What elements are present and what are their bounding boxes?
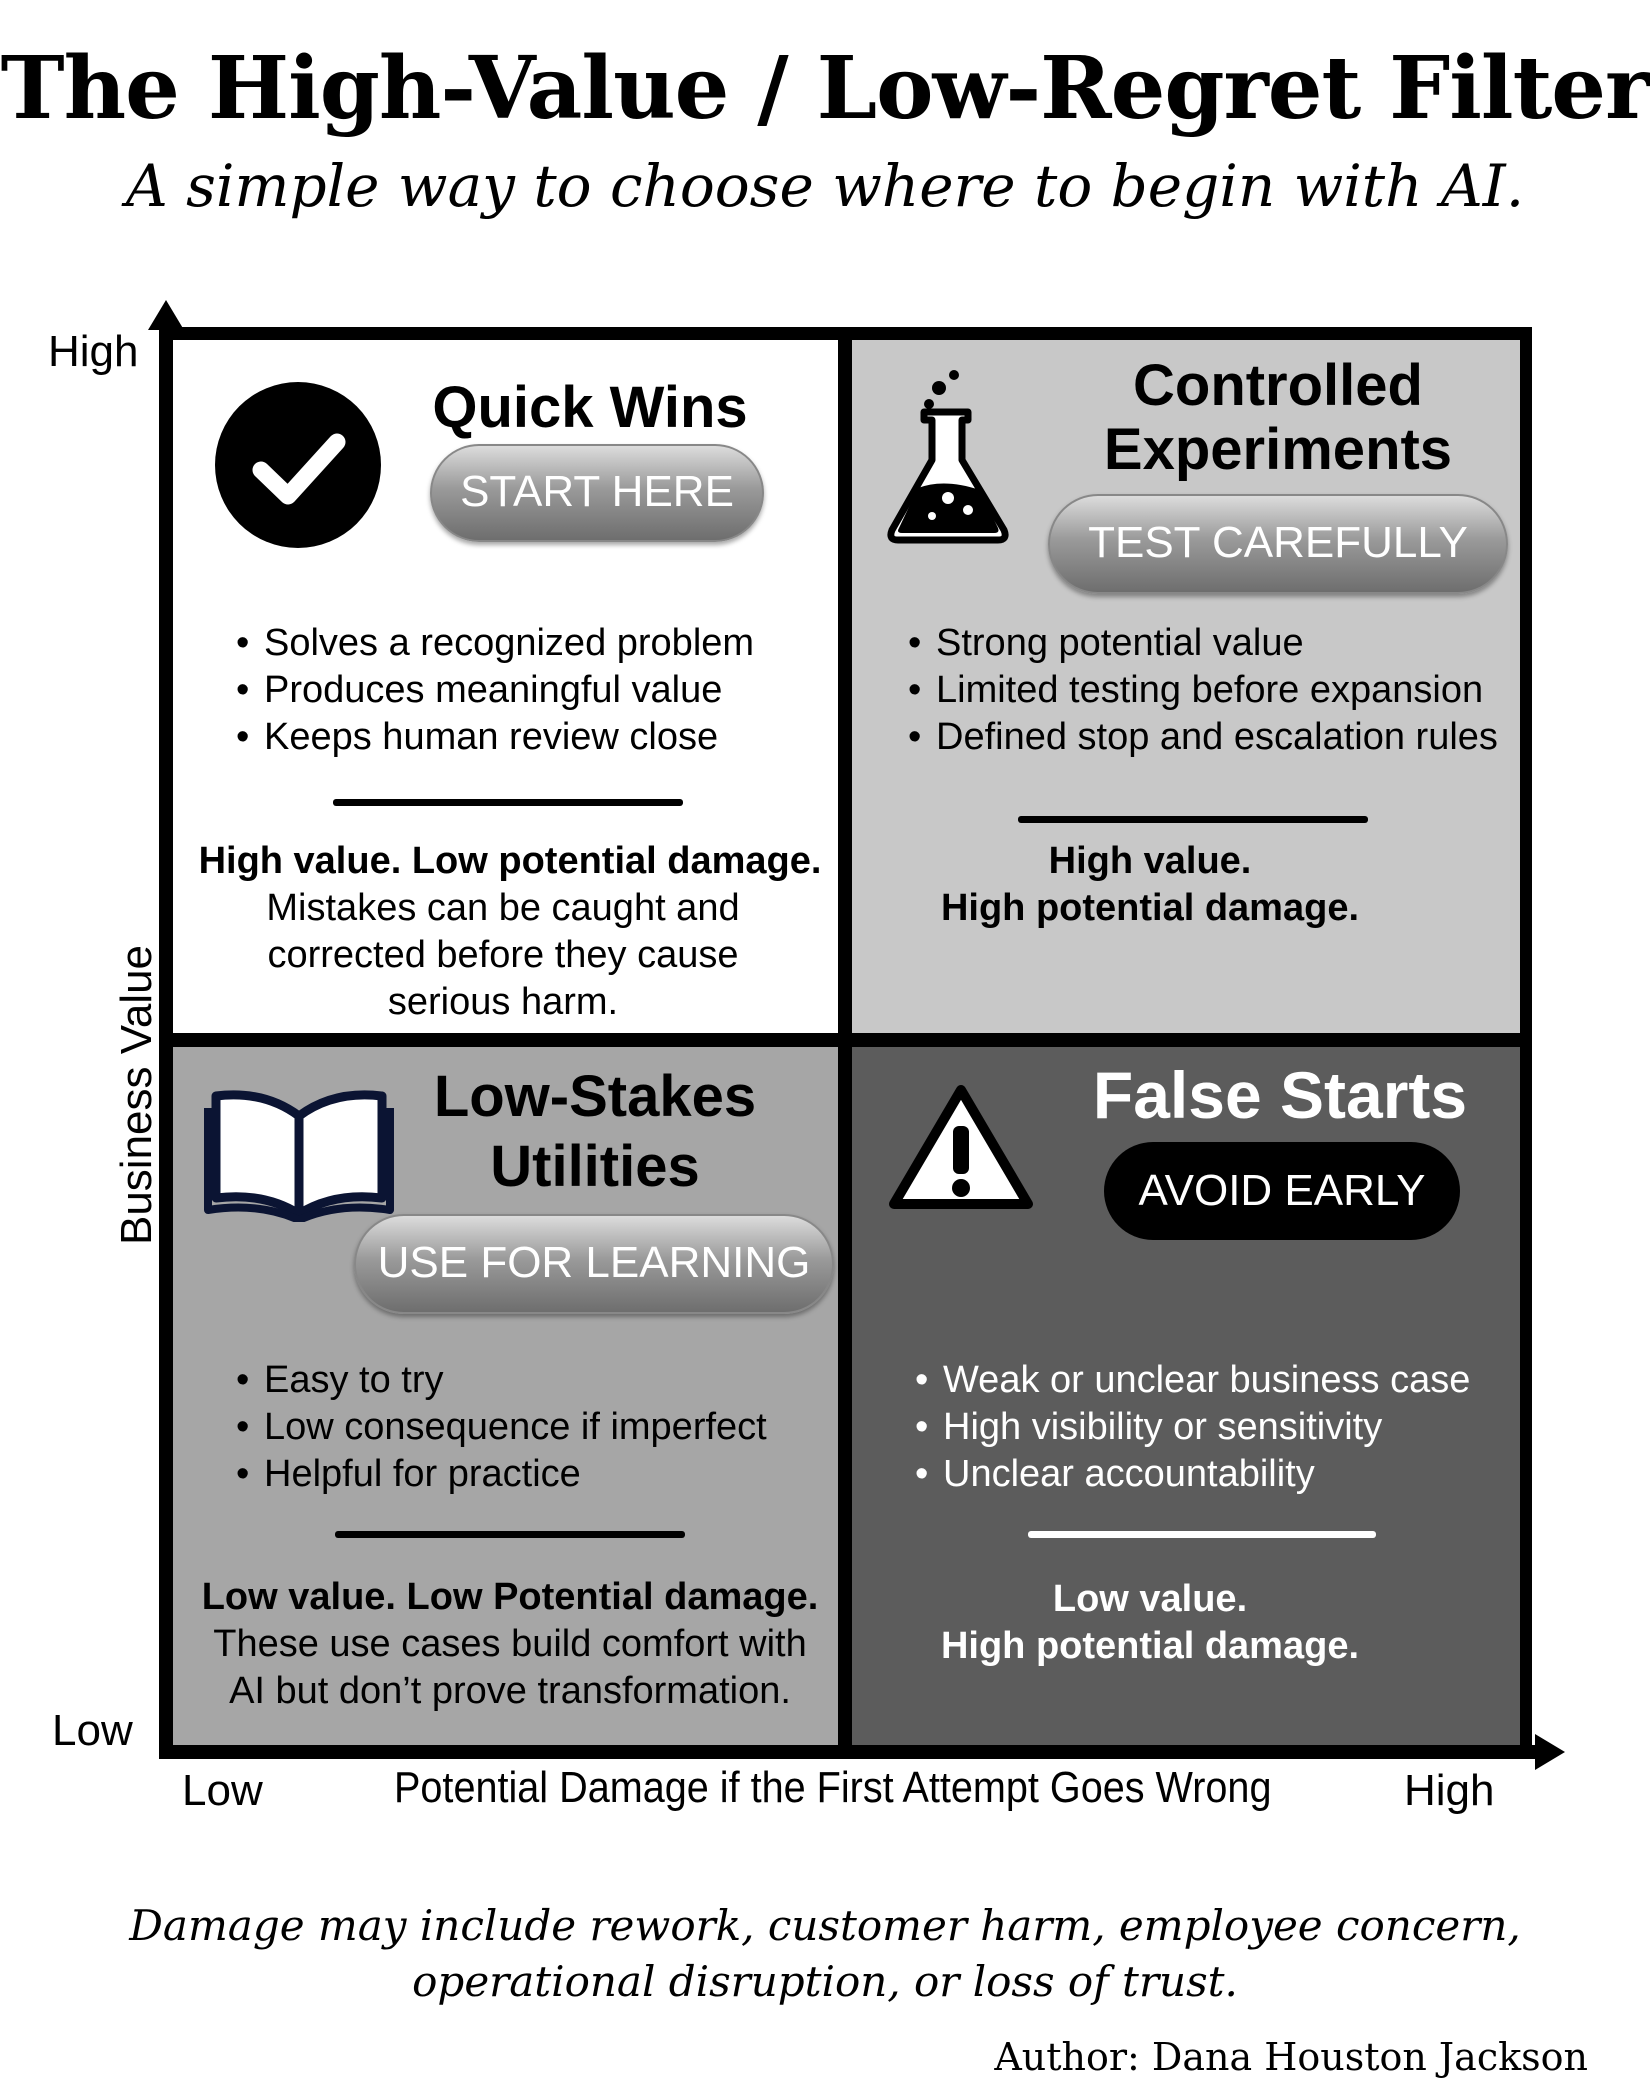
- controlled-experiments-bullets: [908, 620, 1498, 761]
- false-starts-summary-bold: High potential damage.: [940, 1625, 1360, 1667]
- controlled-experiments-title: [1038, 354, 1518, 482]
- y-axis-arrowhead: [148, 300, 184, 330]
- low-stakes-utilities-divider: [335, 1531, 685, 1538]
- quick-wins-bullets: [236, 620, 754, 761]
- x-axis-high-label: High: [1404, 1766, 1495, 1815]
- list-item: • Unclear accountability: [915, 1451, 1470, 1498]
- quick-wins-summary-bold: High value. Low potential damage.: [198, 840, 822, 882]
- false-starts-summary: [815, 1576, 1485, 1670]
- quick-wins-divider: [333, 799, 683, 806]
- controlled-experiments-summary: [815, 838, 1485, 932]
- low-stakes-utilities-summary-bold: Low value. Low Potential damage.: [201, 1576, 819, 1618]
- y-axis-high-label: High: [48, 327, 139, 376]
- quick-wins-title: Quick Wins: [432, 375, 748, 440]
- false-starts-title: False Starts: [1092, 1058, 1468, 1132]
- avoid-early-badge: AVOID EARLY: [1104, 1142, 1460, 1240]
- author-credit: Author: Dana Houston Jackson: [994, 2035, 1588, 2079]
- book-icon: [204, 1086, 394, 1222]
- list-item: • Easy to try: [236, 1357, 767, 1404]
- false-starts-summary-bold: Low value.: [1052, 1578, 1248, 1620]
- controlled-experiments-title-line: Controlled: [1133, 353, 1423, 418]
- low-stakes-utilities-summary-line: These use cases build comfort with: [213, 1623, 807, 1665]
- y-axis-low-label: Low: [52, 1706, 133, 1755]
- flask-icon: [884, 370, 1014, 546]
- controlled-experiments-divider: [1018, 816, 1368, 823]
- quick-wins-summary-line: corrected before they cause: [267, 934, 739, 976]
- x-axis-title: Potential Damage if the First Attempt Goes Wrong: [394, 1763, 1272, 1812]
- page-subtitle: A simple way to choose where to begin with AI.: [125, 152, 1525, 220]
- list-item: • Helpful for practice: [236, 1451, 767, 1498]
- list-item: • Solves a recognized problem: [236, 620, 754, 667]
- false-starts-divider: [1028, 1531, 1376, 1538]
- low-stakes-utilities-title-line: Low-Stakes: [433, 1064, 757, 1129]
- y-axis-title: Business Value: [112, 944, 161, 1246]
- quick-wins-summary-line: serious harm.: [387, 981, 619, 1023]
- x-axis-arrowhead: [1535, 1734, 1565, 1770]
- warning-icon: [888, 1082, 1034, 1212]
- controlled-experiments-summary-bold: High value.: [1048, 840, 1252, 882]
- quick-wins-summary-line: Mistakes can be caught and: [266, 887, 740, 929]
- start-here-badge: START HERE: [430, 444, 764, 542]
- damage-footnote: [0, 1898, 1650, 2010]
- test-carefully-badge: TEST CAREFULLY: [1048, 494, 1508, 594]
- list-item: • Low consequence if imperfect: [236, 1404, 767, 1451]
- list-item: • Keeps human review close: [236, 714, 754, 761]
- list-item: • Produces meaningful value: [236, 667, 754, 714]
- use-for-learning-badge: USE FOR LEARNING: [354, 1214, 834, 1314]
- low-stakes-utilities-summary: [175, 1574, 845, 1715]
- controlled-experiments-title-line: Experiments: [1103, 417, 1453, 482]
- x-axis-low-label: Low: [182, 1766, 263, 1815]
- list-item: • High visibility or sensitivity: [915, 1404, 1470, 1451]
- page-title: The High-Value / Low-Regret Filter: [0, 38, 1650, 139]
- list-item: • Weak or unclear business case: [915, 1357, 1470, 1404]
- quick-wins-summary: [180, 838, 840, 1026]
- low-stakes-utilities-bullets: [236, 1357, 767, 1498]
- list-item: • Limited testing before expansion: [908, 667, 1498, 714]
- damage-footnote-line: operational disruption, or loss of trust.: [412, 1957, 1238, 2006]
- damage-footnote-line: Damage may include rework, customer harm, employee concern,: [129, 1901, 1521, 1950]
- low-stakes-utilities-summary-line: AI but don’t prove transformation.: [229, 1670, 791, 1712]
- controlled-experiments-summary-bold: High potential damage.: [940, 887, 1360, 929]
- list-item: • Strong potential value: [908, 620, 1498, 667]
- list-item: • Defined stop and escalation rules: [908, 714, 1498, 761]
- check-circle-icon: [213, 380, 383, 550]
- low-stakes-utilities-title: [380, 1062, 810, 1202]
- false-starts-bullets: [915, 1357, 1470, 1498]
- low-stakes-utilities-title-line: Utilities: [490, 1134, 700, 1199]
